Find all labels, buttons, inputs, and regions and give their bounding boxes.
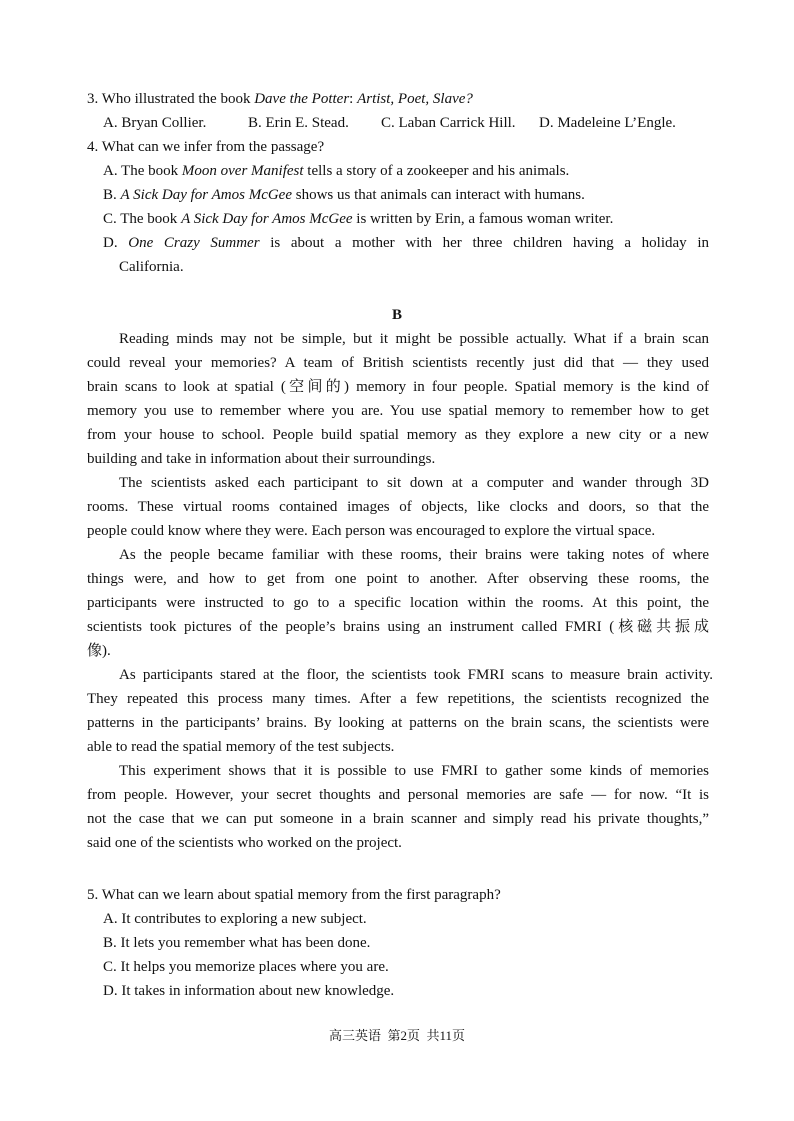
passage-line: participants were instructed to go to a specific location within the rooms. At this point, the: [87, 595, 709, 611]
passage-line: could reveal your memories? A team of British scientists recently just did that — they used: [87, 355, 709, 371]
q3-book-subtitle: Artist, Poet, Slave?: [357, 91, 473, 107]
section-heading: B: [391, 307, 402, 323]
q4-option-b[interactable]: [103, 185, 585, 205]
q4d-title: One Crazy Summer: [128, 235, 260, 251]
q5-option-b[interactable]: B. It lets you remember what has been done.: [103, 935, 371, 951]
passage-line: rooms. These virtual rooms contained images of objects, like clocks and doors, so that the: [87, 499, 709, 515]
q3-option-c[interactable]: C. Laban Carrick Hill.: [381, 115, 516, 131]
q4-option-d[interactable]: [103, 233, 709, 253]
passage-line: Reading minds may not be simple, but it might be possible actually. What if a brain scan: [119, 331, 709, 347]
passage-line: not the case that we can put someone in a brain scanner and simply read his private thoughts,”: [87, 811, 709, 827]
question-3: [87, 89, 473, 109]
q4d-pre: D.: [103, 235, 129, 251]
q4-option-d-continued: California.: [119, 259, 184, 275]
q4-option-a[interactable]: [103, 161, 569, 181]
q4c-pre: C. The book: [103, 211, 182, 227]
q4b-post: shows us that animals can interact with humans.: [292, 187, 585, 203]
question-4: 4. What can we infer from the passage?: [87, 139, 325, 155]
q4-option-c[interactable]: [103, 209, 613, 229]
page-footer: 高三英语 第2页 共11页: [328, 1028, 466, 1043]
passage-line: people could know where they were. Each person was encouraged to explore the virtual space.: [87, 523, 656, 539]
q3-book-title: Dave the Potter: [254, 91, 350, 107]
passage-line: This experiment shows that it is possible to use FMRI to gather some kinds of memories: [119, 763, 709, 779]
passage-line: patterns in the participants’ brains. By looking at patterns on the brain scans, the scientists were: [87, 715, 709, 731]
passage-line: The scientists asked each participant to sit down at a computer and wander through 3D: [119, 475, 709, 491]
passage-line: They repeated this process many times. After a few repetitions, the scientists recognized the: [87, 691, 709, 707]
q3-colon: :: [349, 91, 358, 107]
passage-line: from people. However, your secret thoughts and personal memories are safe — for now. “It is: [87, 787, 709, 803]
q5-option-c[interactable]: C. It helps you memorize places where you are.: [103, 959, 389, 975]
q4a-title: Moon over Manifest: [181, 163, 304, 179]
passage-line: brain scans to look at spatial (空间的) memory in four people. Spatial memory is the kind of: [87, 379, 709, 395]
passage-line: scientists took pictures of the people’s brains using an instrument called FMRI (核磁共振成: [87, 619, 709, 635]
passage-line: from your house to school. People build spatial memory as they explore a new city or a new: [87, 427, 709, 443]
q3-prefix: 3. Who illustrated the book: [87, 91, 255, 107]
q4a-post: tells a story of a zookeeper and his animals.: [303, 163, 570, 179]
passage-line: able to read the spatial memory of the test subjects.: [87, 739, 395, 755]
q3-option-b[interactable]: B. Erin E. Stead.: [248, 115, 349, 131]
passage-line: things were, and how to get from one point to another. After observing these rooms, the: [87, 571, 709, 587]
passage-line: 像).: [87, 643, 111, 659]
q4c-post: is written by Erin, a famous woman writer.: [352, 211, 614, 227]
q4c-title: A Sick Day for Amos McGee: [181, 211, 353, 227]
q3-option-d[interactable]: D. Madeleine L’Engle.: [539, 115, 676, 131]
question-5: 5. What can we learn about spatial memory from the first paragraph?: [87, 887, 501, 903]
passage-line: As the people became familiar with these rooms, their brains were taking notes of where: [119, 547, 709, 563]
q4b-pre: B.: [103, 187, 121, 203]
passage-line: said one of the scientists who worked on the project.: [87, 835, 402, 851]
passage-line: memory you use to remember where you are. You use spatial memory to remember how to get: [87, 403, 709, 419]
q4d-post: is about a mother with her three children having a holiday in: [259, 235, 709, 251]
q4a-pre: A. The book: [103, 163, 182, 179]
q5-option-a[interactable]: A. It contributes to exploring a new subject.: [103, 911, 367, 927]
passage-line: building and take in information about their surroundings.: [87, 451, 436, 467]
q4b-title: A Sick Day for Amos McGee: [120, 187, 292, 203]
q5-option-d[interactable]: D. It takes in information about new knowledge.: [103, 983, 395, 999]
q3-option-a[interactable]: A. Bryan Collier.: [103, 115, 207, 131]
passage-line: As participants stared at the floor, the scientists took FMRI scans to measure brain activity.: [119, 667, 713, 683]
